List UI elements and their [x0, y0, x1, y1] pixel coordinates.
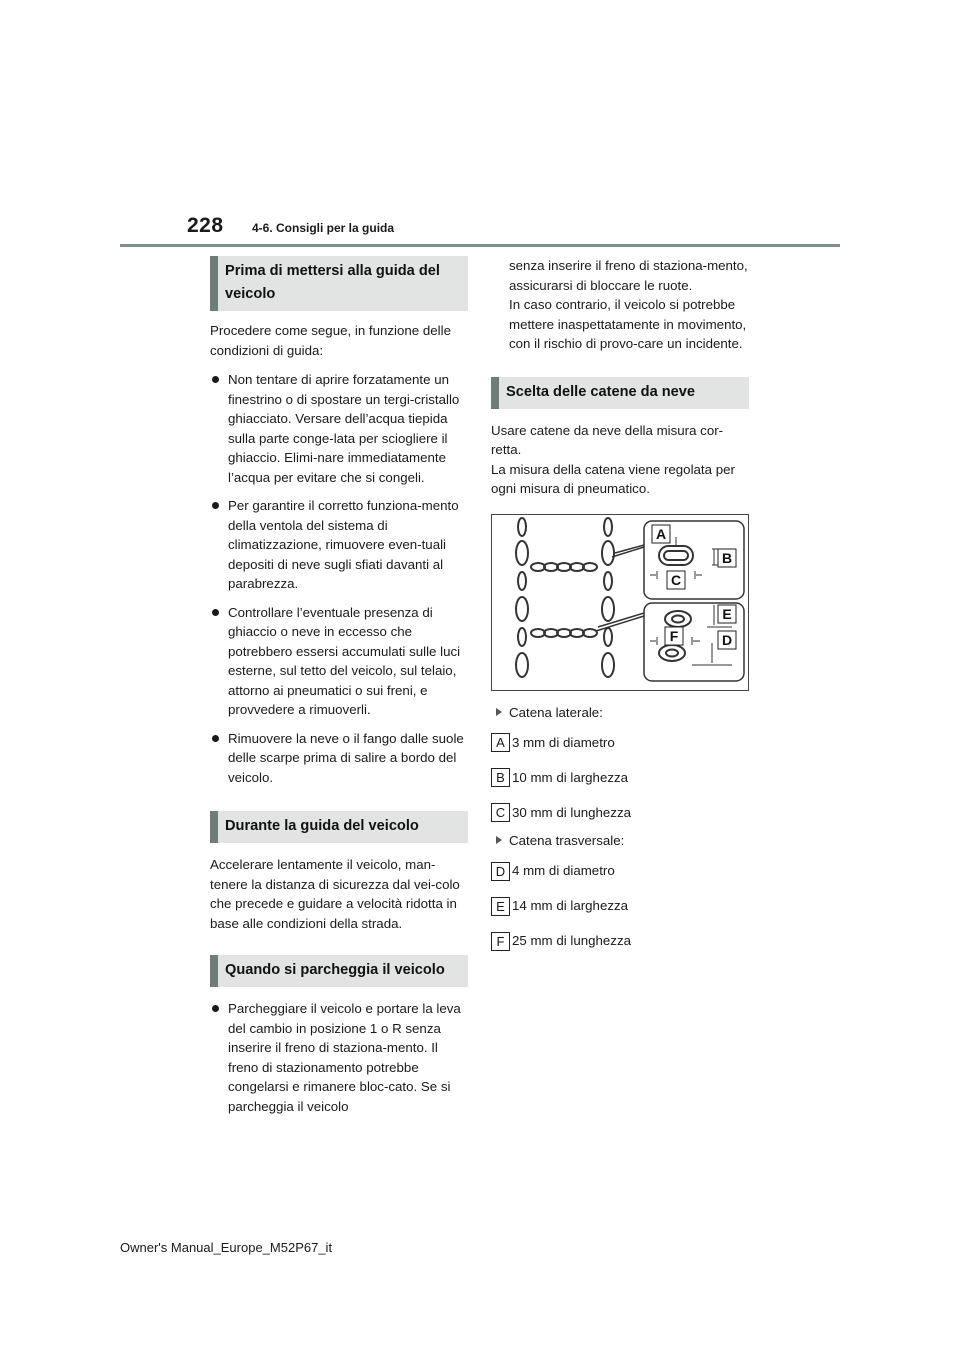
cross-chain-item — [491, 831, 749, 851]
spec-key-box: F — [491, 932, 510, 951]
bullet-text: Rimuovere la neve o il fango dalle suole delle scarpe prima di salire a bordo del veicolo. — [228, 730, 464, 785]
figure-label-d: D — [721, 631, 733, 648]
spec-text: 14 mm di larghezza — [512, 898, 629, 914]
bullet-dot-icon — [212, 502, 219, 509]
bullet-dot-icon — [212, 735, 219, 742]
bullet-item — [210, 496, 468, 594]
bullet-text: Per garantire il corretto funziona-mento della ventola del sistema di climatizzazione, rimuovere even-tuali depositi di neve sugli sfiati davanti al parabrezza. — [228, 498, 459, 591]
driving-text: Accelerare lentamente il veicolo, man-tenere la distanza di sicurezza dal vei-colo che precede e guidare a velocità ridotta in base alle condizioni della strada. — [210, 857, 460, 931]
heading-while-driving: Durante la guida del veicolo — [210, 811, 468, 843]
heading-parking: Quando si parcheggia il veicolo — [210, 955, 468, 987]
side-chain-item — [491, 703, 749, 723]
spec-row — [491, 803, 749, 822]
left-column — [210, 256, 468, 1116]
bullet-dot-icon — [212, 376, 219, 383]
spec-key-box: E — [491, 897, 510, 916]
heading-snow-chains: Scelta delle catene da neve — [491, 377, 749, 409]
figure-label-c: C — [670, 571, 682, 588]
heading-before-driving: Prima di mettersi alla guida del veicolo — [210, 256, 468, 311]
intro-text: Procedere come segue, in funzione delle condizioni di guida: — [210, 323, 451, 358]
figure-label-a: A — [655, 525, 667, 542]
spec-row — [491, 932, 749, 951]
spec-key-box: D — [491, 862, 510, 881]
bullet-dot-icon — [212, 1005, 219, 1012]
snow-chain-figure — [491, 514, 749, 691]
bullet-text: Parcheggiare il veicolo e portare la leva del cambio in posizione 1 o R senza inserire il freno di staziona-mento. Il freno di stazionamento potrebbe congelarsi e rimanere bloc-cato. Se si parcheggia il veicolo — [228, 1001, 461, 1114]
bullet-text: Non tentare di aprire forzatamente un finestrino o di spostare un tergi-cristallo ghiacciato. Versare dell’acqua tiepida sulla parte conge-lata per sciogliere il ghiaccio. Elimi-nare immediatamente l’acqua per evitare che si congeli. — [228, 372, 460, 485]
parking-continued-text: senza inserire il freno di staziona-mento, assicurarsi di bloccare le ruote. In caso contrario, il veicolo si potrebbe mettere inaspettatamente in movimento, con il rischio di provo-care un incidente. — [509, 258, 748, 351]
footer-doc-id: Owner's Manual_Europe_M52P67_it — [120, 1240, 333, 1255]
figure-label-b: B — [721, 549, 733, 566]
spec-row — [491, 768, 749, 787]
figure-label-e: E — [722, 605, 732, 622]
arrow-bullet-icon — [496, 836, 502, 844]
snow-chain-illustration — [492, 515, 750, 692]
spec-row — [491, 862, 749, 881]
side-chain-label: Catena laterale: — [509, 704, 603, 720]
chains-text: Usare catene da neve della misura cor-retta. La misura della catena viene regolata per ogni misura di pneumatico. — [491, 422, 735, 496]
bullet-text: Controllare l’eventuale presenza di ghiaccio o neve in eccesso che potrebbero essersi accumulati sulle luci esterne, sul tetto del veicolo, sul telaio, attorno ai pneumatici o sui freni, e provvedere a rimuoverli. — [228, 604, 461, 717]
spec-key-box: B — [491, 768, 510, 787]
spec-key-box: C — [491, 803, 510, 822]
spec-text: 3 mm di diametro — [512, 734, 615, 750]
bullet-item — [210, 603, 468, 720]
spec-text: 30 mm di lunghezza — [512, 804, 631, 820]
spec-key-box: A — [491, 733, 510, 752]
spec-row — [491, 897, 749, 916]
right-column — [491, 256, 749, 951]
figure-label-f: F — [669, 627, 679, 644]
spec-text: 4 mm di diametro — [512, 863, 615, 879]
arrow-bullet-icon — [496, 708, 502, 716]
section-title: 4-6. Consigli per la guida — [252, 221, 395, 235]
spec-text: 25 mm di lunghezza — [512, 933, 631, 949]
cross-chain-label: Catena trasversale: — [509, 833, 625, 848]
header-rule — [120, 244, 840, 247]
spec-text: 10 mm di larghezza — [512, 769, 629, 785]
bullet-dot-icon — [212, 609, 219, 616]
bullet-item — [210, 999, 468, 1116]
bullet-item — [210, 729, 468, 788]
page-number: 228 — [187, 214, 224, 237]
spec-row — [491, 733, 749, 752]
bullet-item — [210, 370, 468, 487]
